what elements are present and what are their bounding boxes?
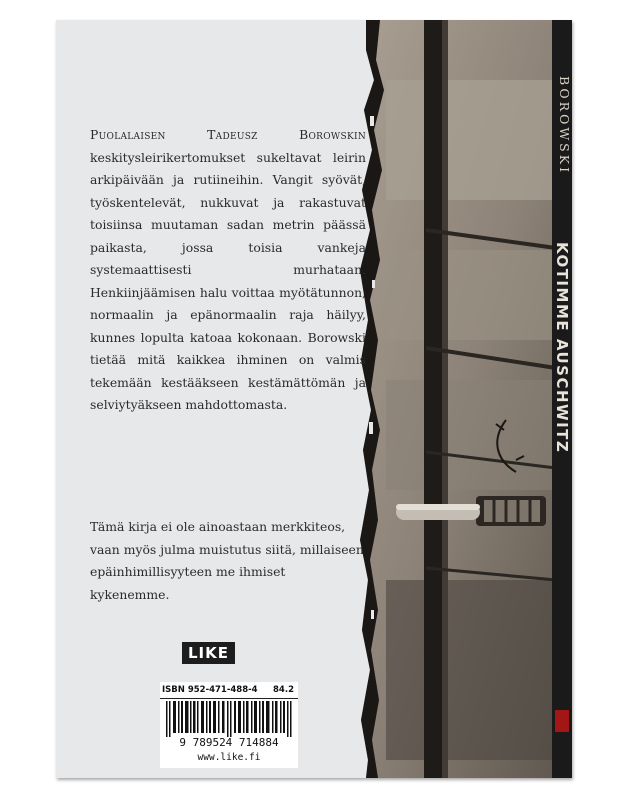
barcode-block <box>160 682 298 768</box>
spine-title: KOTIMME AUSCHWITZ <box>553 242 571 454</box>
isbn-label: ISBN 952-471-488-4 <box>162 685 258 695</box>
isbn-divider <box>160 698 298 699</box>
ean-number: 9 789524 714884 <box>179 736 279 749</box>
blurb-body: keskitysleirikertomukset sukeltavat leirin arkipäivään ja rutiineihin. Vangit syövät, työskentelevät, nukkuvat ja rakastuvat toisiinsa muutaman sadan metrin päässä paikasta, jossa toisia vankeja systemaattisesti murhataan. Henkiinjäämisen halu voittaa myötätunnon, normaalin ja epänormaalin raja häilyy, kunnes lopulta katoaa kokonaan. Borowski tietää mitä kaikkea ihminen on valmis tekemään kestääkseen kestämättömän ja selviytyäkseen mahdottomasta. <box>90 149 366 412</box>
blurb-lead: Puolalaisen Tadeusz Borowskin <box>90 127 366 142</box>
book-back-cover <box>56 20 572 778</box>
blurb-paragraph <box>90 124 366 417</box>
blurb-second-paragraph: Tämä kirja ei ole ainoastaan merkkiteos, vaan myös julma muistutus siitä, millaiseen epäinhimillisyyteen me ihmiset kykenemme. <box>90 519 364 602</box>
publisher-logo: LIKE <box>182 642 235 664</box>
price-code: 84.2 <box>273 685 294 695</box>
spine-publisher-logo <box>555 710 569 732</box>
barcode-icon <box>166 701 292 737</box>
publisher-url: www.like.fi <box>197 752 261 763</box>
cover-photo <box>356 20 572 778</box>
spine-author: BOROWSKI <box>557 76 572 176</box>
isbn-line <box>160 682 298 698</box>
